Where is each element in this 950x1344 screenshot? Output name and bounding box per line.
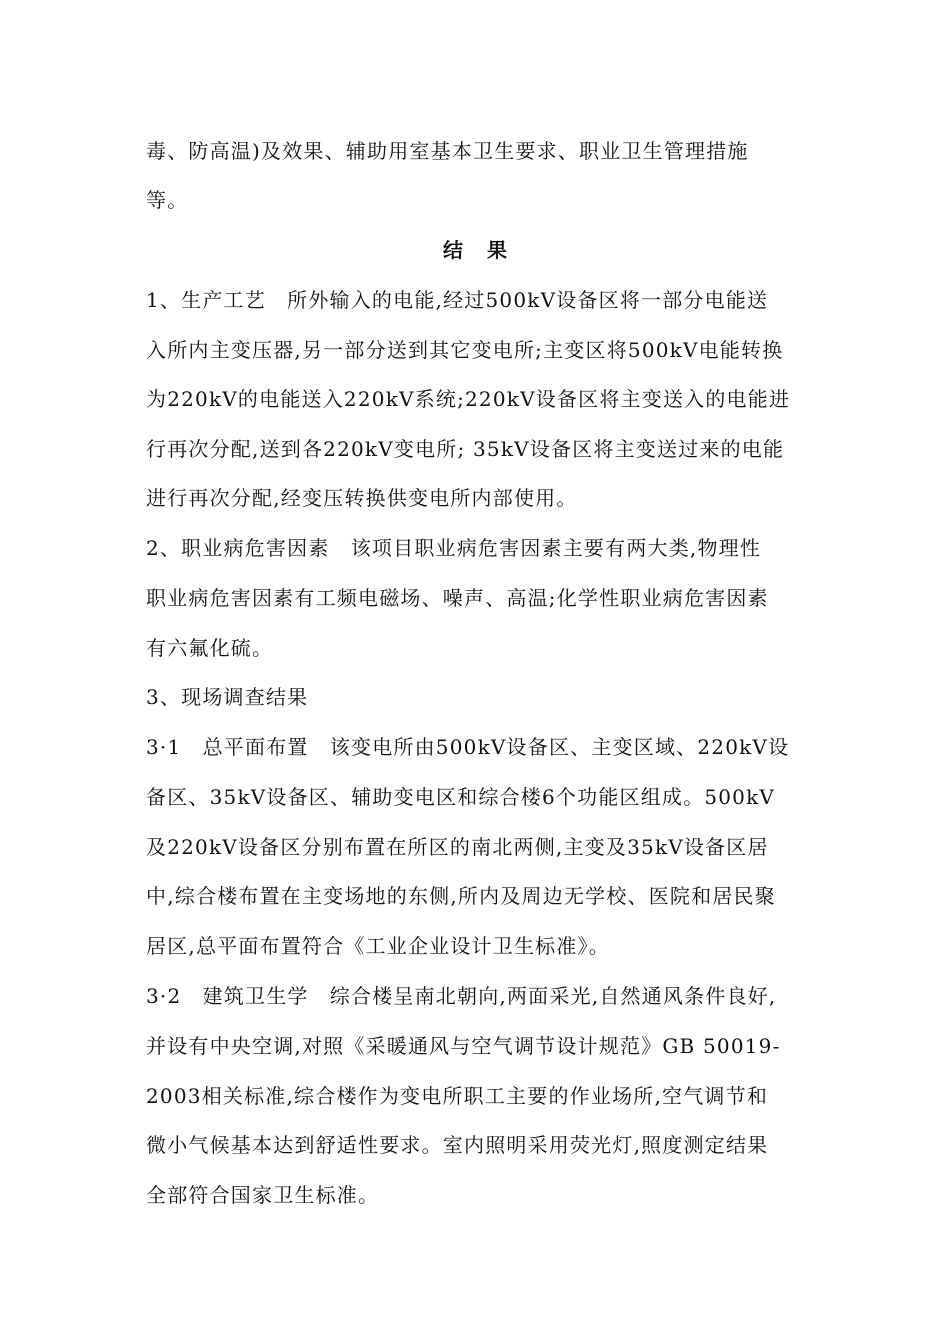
body-line-9: 3、现场调查结果 — [146, 685, 309, 709]
body-line-3: 为220kV的电能送入220kV系统;220kV设备区将主变送入的电能进 — [146, 387, 791, 411]
body-line-16: 并设有中央空调,对照《采暖通风与空气调节设计规范》GB 50019- — [146, 1034, 781, 1058]
body-line-7: 职业病危害因素有工频电磁场、噪声、高温;化学性职业病危害因素 — [146, 586, 769, 610]
body-line-6: 2、职业病危害因素 该项目职业病危害因素主要有两大类,物理性 — [146, 536, 762, 560]
intro-line-2: 等。 — [146, 188, 189, 212]
body-line-11: 备区、35kV设备区、辅助变电区和综合楼6个功能区组成。500kV — [146, 785, 776, 809]
body-line-5: 进行再次分配,经变压转换供变电所内部使用。 — [146, 486, 578, 510]
intro-line-1: 毒、防高温)及效果、辅助用室基本卫生要求、职业卫生管理措施 — [146, 139, 749, 163]
body-line-15: 3·2 建筑卫生学 综合楼呈南北朝向,两面采光,自然通风条件良好, — [146, 984, 777, 1008]
body-line-8: 有六氟化硫。 — [146, 636, 274, 660]
body-line-18: 微小气候基本达到舒适性要求。室内照明采用荧光灯,照度测定结果 — [146, 1133, 769, 1157]
body-line-4: 行再次分配,送到各220kV变电所; 35kV设备区将主变送过来的电能 — [146, 437, 785, 461]
body-line-12: 及220kV设备区分别布置在所区的南北两侧,主变及35kV设备区居 — [146, 835, 769, 859]
body-line-10: 3·1 总平面布置 该变电所由500kV设备区、主变区域、220kV设 — [146, 735, 790, 759]
body-line-17: 2003相关标准,综合楼作为变电所职工主要的作业场所,空气调节和 — [146, 1084, 769, 1108]
body-line-14: 居区,总平面布置符合《工业企业设计卫生标准》。 — [146, 934, 610, 958]
body-line-2: 入所内主变压器,另一部分送到其它变电所;主变区将500kV电能转换 — [146, 338, 784, 362]
body-line-19: 全部符合国家卫生标准。 — [146, 1183, 380, 1207]
section-heading: 结果 — [443, 238, 531, 262]
body-line-13: 中,综合楼布置在主变场地的东侧,所内及周边无学校、医院和居民聚 — [146, 884, 776, 908]
body-line-1: 1、生产工艺 所外输入的电能,经过500kV设备区将一部分电能送 — [146, 288, 769, 312]
